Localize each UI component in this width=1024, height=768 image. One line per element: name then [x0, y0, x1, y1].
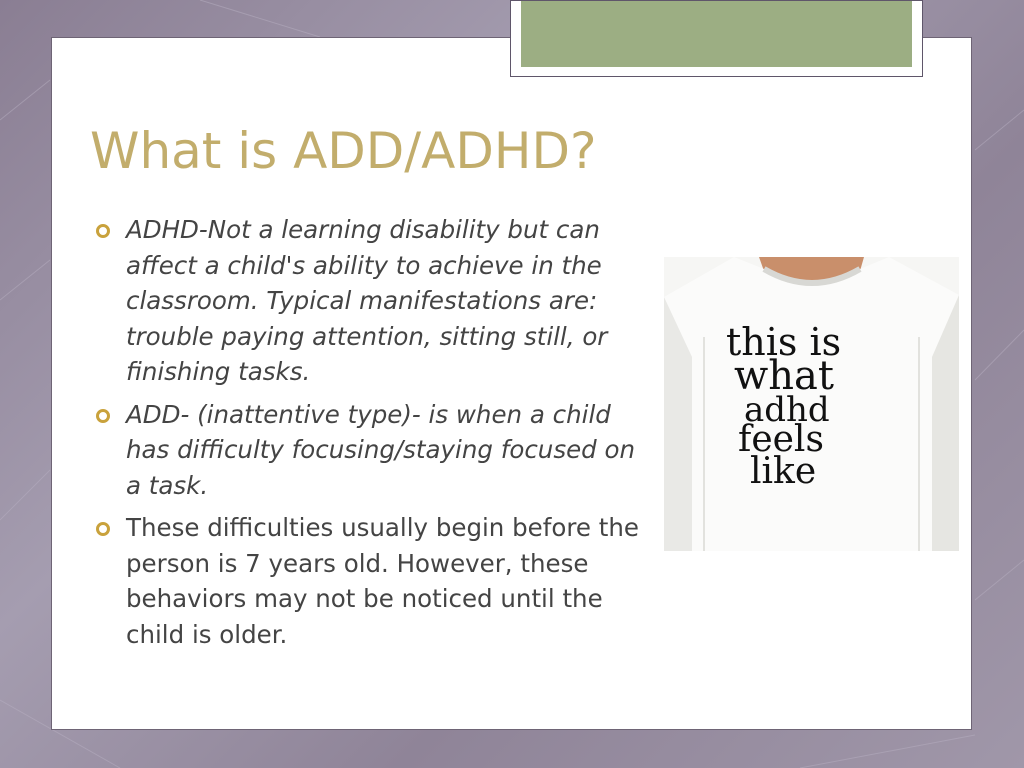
bullet-text: ADD- (inattentive type)- is when a child has difficulty focusing/staying focused on a task. — [126, 399, 636, 500]
accent-tab — [510, 0, 923, 77]
bullet-item — [96, 212, 641, 390]
bullet-marker-icon — [96, 224, 110, 238]
tshirt-photo — [664, 257, 959, 551]
shirt-line: like — [750, 451, 817, 492]
slide-title: What is ADD/ADHD? — [90, 122, 597, 180]
accent-tab-fill — [521, 1, 912, 67]
tshirt-illustration — [664, 257, 959, 551]
bullet-list — [96, 212, 641, 659]
shirt-line: adhd — [744, 390, 830, 430]
bullet-text: These difficulties usually begin before the person is 7 years old. However, these behaviors may not be noticed until the child is older. — [126, 513, 639, 649]
shirt-line: this is — [726, 320, 842, 364]
shirt-line: what — [734, 353, 834, 399]
bullet-marker-icon — [96, 522, 110, 536]
shirt-line: feels — [738, 419, 824, 460]
bullet-item — [96, 397, 641, 504]
bullet-text: ADHD-Not a learning disability but can affect a child's ability to achieve in the classroom. Typical manifestations are: trouble paying attention, sitting still, or finishing tasks. — [126, 215, 608, 386]
bullet-marker-icon — [96, 409, 110, 423]
bullet-item — [96, 510, 641, 652]
